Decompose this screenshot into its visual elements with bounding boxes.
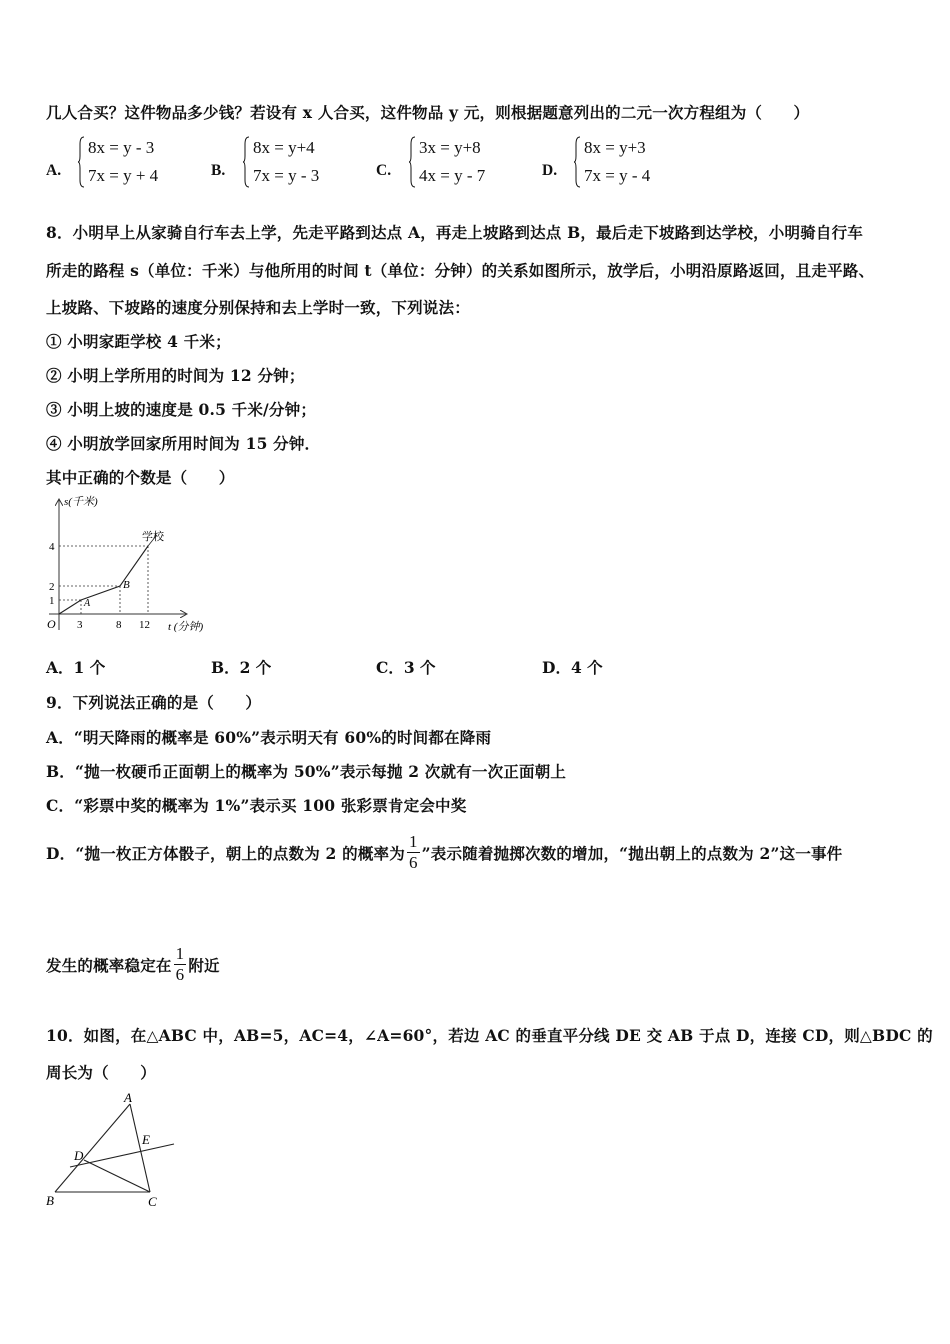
q7-d-eq1: 8x = y+3 [584,138,646,157]
q7-c-eq1: 3x = y+8 [419,138,481,157]
q9-option-d-line2-post: 附近 [188,955,220,975]
guide-lines [59,546,148,614]
q7-option-a-label: A. [46,162,62,179]
q9-option-d [46,832,842,873]
point-b-label: B [123,579,130,591]
q10-triangle-figure [42,1090,182,1214]
q7-b-eq2: 7x = y - 3 [253,166,320,185]
origin-label: O [47,617,56,631]
y-tick-4: 4 [49,541,55,553]
q7-stem: 几人合买？这件物品多少钱？若设有 x 人合买，这件物品 y 元，则根据题意列出的二元一次方程组为（ ） [46,103,810,122]
q7-b-eq1: 8x = y+4 [253,138,315,157]
q9-option-d-text-pre: D．“抛一枚正方体骰子，朝上的点数为 2 的概率为 [46,843,405,863]
point-e-label: E [142,1132,150,1147]
x-tick-12: 12 [139,619,150,631]
x-tick-8: 8 [116,619,122,631]
vertex-b-label: B [46,1193,54,1208]
point-d-label: D [74,1148,84,1163]
y-tick-2: 2 [49,581,55,593]
q10-line2: 周长为（ ） [46,1063,156,1082]
q8-ask: 其中正确的个数是（ ） [46,468,235,487]
brace-icon [409,136,415,188]
triangle-lines [55,1104,174,1192]
q8-statement-1: ① 小明家距学校 4 千米； [46,332,231,351]
q9-option-b: B．“抛一枚硬币正面朝上的概率为 50%”表示每抛 2 次就有一次正面朝上 [46,762,567,781]
q8-line3: 上坡路、下坡路的速度分别保持和去上学时一致，下列说法： [46,298,470,317]
q10-line1: 10．如图，在△ABC 中，AB=5，AC=4，∠A=60°，若边 AC 的垂直平分线 DE 交 AB 于点 D，连接 CD，则△BDC 的 [46,1026,933,1045]
q8-answer-d: D．4 个 [542,658,603,677]
q7-option-b-label: B. [211,162,226,179]
q7-option-b-system [243,134,319,190]
q9-option-d-text-post: ”表示随着抛掷次数的增加，“抛出朝上的点数为 2”这一事件 [421,843,843,863]
q7-option-d-label: D. [542,162,558,179]
vertex-a-label: A [124,1090,132,1105]
q9-option-d-line2-pre: 发生的概率稳定在 [46,955,172,975]
fraction-one-sixth-2 [174,944,187,985]
brace-icon [574,136,580,188]
q9-option-a: A．“明天降雨的概率是 60%”表示明天有 60%的时间都在降雨 [46,728,492,747]
q7-a-eq2: 7x = y + 4 [88,166,159,185]
q7-c-eq2: 4x = y - 7 [419,166,486,185]
point-a-label: A [84,598,91,609]
q7-d-eq2: 7x = y - 4 [584,166,651,185]
q8-statement-2: ② 小明上学所用的时间为 12 分钟； [46,366,305,385]
q7-option-d-system [574,134,650,190]
fraction-numerator: 1 [408,832,418,851]
brace-icon [243,136,249,188]
school-label: 学校 [142,531,164,543]
q7-option-c-label: C. [376,162,392,179]
q7-option-c-system [409,134,485,190]
brace-icon [78,136,84,188]
q8-statement-3: ③ 小明上坡的速度是 0.5 千米/分钟； [46,400,317,419]
q9-option-c: C．“彩票中奖的概率为 1%”表示买 100 张彩票肯定会中奖 [46,796,467,815]
q8-answer-b: B．2 个 [211,658,272,677]
q8-line2: 所走的路程 s（单位：千米）与他所用的时间 t（单位：分钟）的关系如图所示，放学后，小明沿原路返回，且走平路、 [46,261,875,280]
y-tick-1: 1 [49,595,55,607]
q8-answer-c: C．3 个 [376,658,436,677]
q8-line1: 8．小明早上从家骑自行车去上学，先走平路到达点 A，再走上坡路到达点 B，最后走下坡路到达学校，小明骑自行车 [46,223,864,242]
q8-distance-time-graph [44,492,216,644]
q7-option-a-system [78,134,158,190]
q8-statement-4: ④ 小明放学回家所用时间为 15 分钟． [46,434,321,453]
fraction-one-sixth [407,832,420,873]
q9-stem: 9．下列说法正确的是（ ） [46,693,262,712]
x-tick-3: 3 [77,619,83,631]
x-axis-label: t (分钟) [168,621,204,633]
fraction-numerator-2: 1 [175,944,185,963]
distance-curve [59,546,148,614]
vertex-c-label: C [148,1194,157,1209]
q8-answer-a: A．1 个 [46,658,106,677]
fraction-denominator: 6 [408,853,418,872]
fraction-denominator-2: 6 [175,965,185,984]
q7-a-eq1: 8x = y - 3 [88,138,155,157]
y-axis-label: s(千米) [64,496,98,508]
q9-option-d-line2 [46,944,220,985]
